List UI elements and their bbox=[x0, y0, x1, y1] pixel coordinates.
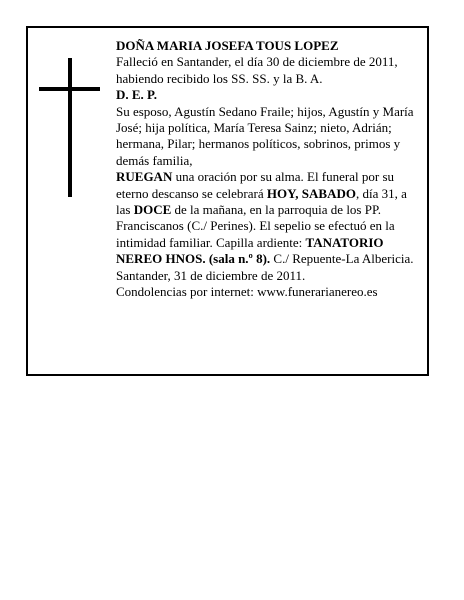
condolences-line: Condolencias por internet: www.funerarianereo.es bbox=[116, 284, 378, 300]
date-line: Santander, 31 de diciembre de 2011. bbox=[116, 267, 306, 283]
obituary-text bbox=[116, 38, 421, 301]
deceased-name: DOÑA MARIA JOSEFA TOUS LOPEZ bbox=[116, 38, 339, 53]
funeral-home: TANATORIO NEREO HNOS. (sala n.º 8). bbox=[116, 234, 384, 267]
funeral-hour: DOCE bbox=[133, 202, 172, 218]
cross-icon bbox=[68, 58, 72, 197]
obituary-notice bbox=[26, 26, 429, 376]
funeral-paragraph: RUEGAN una oración por su alma. El funeral por su eterno descanso se celebrará HOY, SABADO, día 31, a las DOCE de la mañana, en la parroquia de los PP. Franciscanos (C./ Perines). El sepelio se efectuó en la intimidad familiar. Capilla ardiente: TANATORIO NEREO HNOS. (sala n.º 8). C./ Repuente-La Albericia. bbox=[116, 169, 414, 267]
funeral-day: HOY, SABADO bbox=[266, 185, 356, 201]
cross-icon-bar bbox=[39, 87, 100, 91]
death-line: Falleció en Santander, el día 30 de diciembre de 2011, habiendo recibido los SS. SS. y la B. A. bbox=[116, 54, 398, 86]
dep-line: D. E. P. bbox=[116, 87, 158, 103]
family-line: Su esposo, Agustín Sedano Fraile; hijos, Agustín y María José; hija política, María Teresa Sainz; nieto, Adrián; hermana, Pilar; hermanos políticos, sobrinos, primos y demás familia, bbox=[116, 103, 414, 168]
ruegan-label: RUEGAN bbox=[116, 169, 173, 185]
